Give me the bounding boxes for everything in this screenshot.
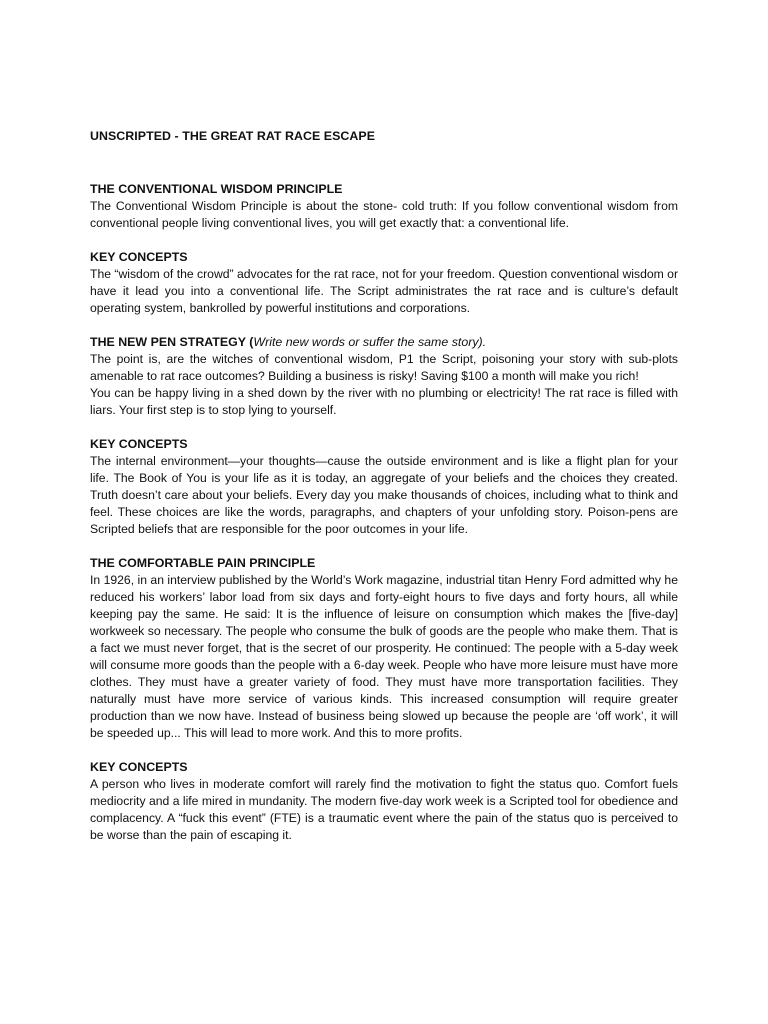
section-heading xyxy=(90,436,678,453)
paragraph: The point is, are the witches of conventional wisdom, P1 the Script, poisoning your story with sub-plots amenable to rat race outcomes? Building a business is risky! Saving $100 a month will make you rich! xyxy=(90,352,678,383)
paragraph: The Conventional Wisdom Principle is about the stone- cold truth: If you follow conventional wisdom from conventional people living conventional lives, you will get exactly that: a conventional life. xyxy=(90,199,678,230)
paragraph: The “wisdom of the crowd” advocates for the rat race, not for your freedom. Question conventional wisdom or have it lead you into a conventional life. The Script administrates the rat race and is culture’s default operating system, bankrolled by powerful institutions and corporations. xyxy=(90,267,678,315)
section-key-concepts-3 xyxy=(90,759,678,844)
section-heading xyxy=(90,181,678,198)
section-new-pen-strategy xyxy=(90,334,678,419)
paragraph: In 1926, in an interview published by the World’s Work magazine, industrial titan Henry Ford admitted why he reduced his workers’ labor load from six days and forty-eight hours to five days and forty hours, all while keeping pay the same. He said: It is the influence of leisure on consumption which makes the [five-day] workweek so necessary. The people who consume the bulk of goods are the people who make them. That is a fact we must never forget, that is the secret of our prosperity. He continued: The people with a 5-day week will consume more goods than the people with a 6-day week. People who have more leisure must have more clothes. They must have a greater variety of food. They must have more transportation facilities. They naturally must have more service of various kinds. This increased consumption will require greater production than we now have. Instead of business being slowed up because the people are ‘off work’, it will be speeded up... This will lead to more work. And this to more profits. xyxy=(90,573,678,740)
section-comfortable-pain xyxy=(90,555,678,742)
document-title: UNSCRIPTED - THE GREAT RAT RACE ESCAPE xyxy=(90,129,376,143)
section-heading xyxy=(90,555,678,572)
paragraph: The internal environment—your thoughts—cause the outside environment and is like a flight plan for your life. The Book of You is your life as it is today, an aggregate of your beliefs and the choices they created. Truth doesn’t care about your beliefs. Every day you make thousands of choices, including what to think and feel. These choices are like the words, paragraphs, and chapters of your unfolding story. Poison-pens are Scripted beliefs that are responsible for the poor outcomes in your life. xyxy=(90,454,678,536)
section-heading xyxy=(90,759,678,776)
section-heading xyxy=(90,334,678,351)
heading-text: KEY CONCEPTS xyxy=(90,250,188,264)
heading-text: KEY CONCEPTS xyxy=(90,437,188,451)
heading-text: KEY CONCEPTS xyxy=(90,760,188,774)
heading-text: THE COMFORTABLE PAIN PRINCIPLE xyxy=(90,556,316,570)
section-conventional-wisdom xyxy=(90,181,678,232)
section-key-concepts-1 xyxy=(90,249,678,317)
section-heading xyxy=(90,249,678,266)
heading-text: THE NEW PEN STRATEGY ( xyxy=(90,335,254,349)
section-key-concepts-2 xyxy=(90,436,678,538)
heading-text: THE CONVENTIONAL WISDOM PRINCIPLE xyxy=(90,182,343,196)
paragraph: A person who lives in moderate comfort will rarely find the motivation to fight the status quo. Comfort fuels mediocrity and a life mired in mundanity. The modern five-day work week is a Scripted tool for obedience and complacency. A “fuck this event” (FTE) is a traumatic event where the pain of the status quo is perceived to be worse than the pain of escaping it. xyxy=(90,777,678,842)
document-page xyxy=(90,128,678,861)
heading-subtitle: Write new words or suffer the same story). xyxy=(253,335,487,349)
paragraph: You can be happy living in a shed down by the river with no plumbing or electricity! The rat race is filled with liars. Your first step is to stop lying to yourself. xyxy=(90,386,678,417)
